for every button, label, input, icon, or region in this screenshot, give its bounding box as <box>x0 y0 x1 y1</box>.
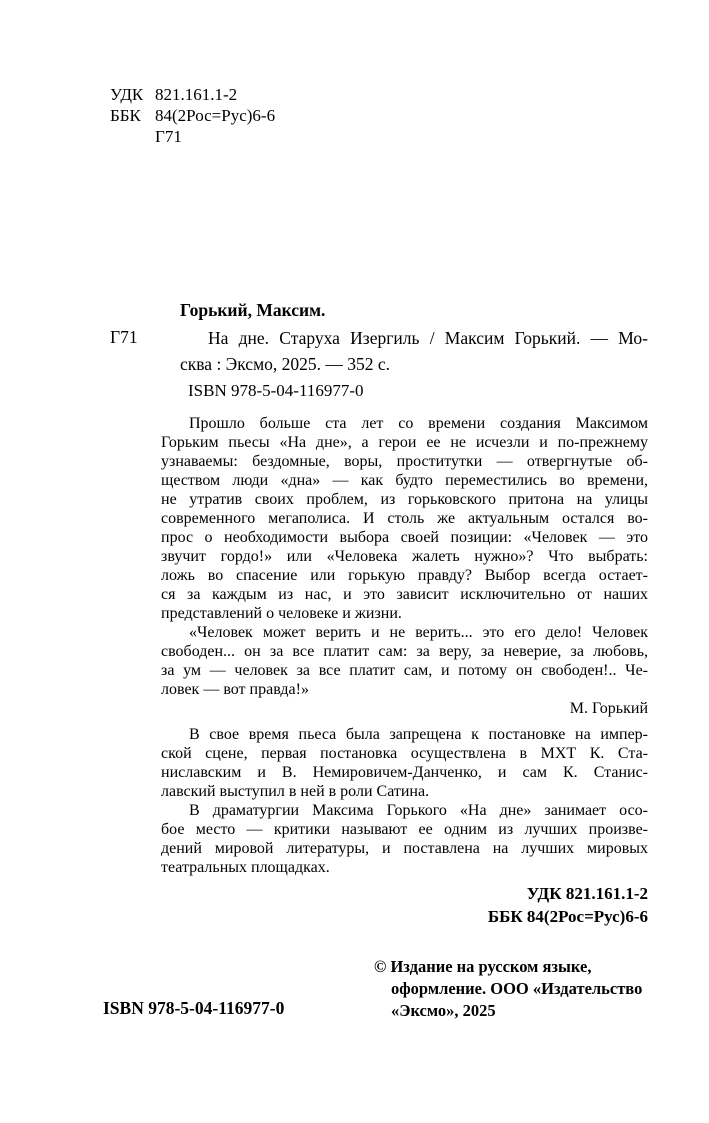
text-line: звучит гордо!» или «Человека жалеть нужно»? Что выбрать: <box>161 548 648 565</box>
annotation-paragraph <box>161 414 648 623</box>
author-signature: М. Горький <box>569 700 648 717</box>
text-line: ниславским и В. Немировичем-Данченко, и сам К. Станис- <box>161 764 648 781</box>
bottom-udk: УДК 821.161.1-2 <box>526 884 648 903</box>
text-line: сква : Эксмо, 2025. — 352 с. <box>180 353 391 374</box>
text-line: ложь во спасение или горькую правду? Выбор всегда остает- <box>161 567 648 584</box>
quote-paragraph <box>161 623 648 699</box>
text-line: ся за каждым из нас, и это зависит исключительно от наших <box>161 586 648 603</box>
author-heading: Горький, Максим. <box>180 300 326 320</box>
author-sign-row <box>110 126 275 147</box>
text-line: театральных площадках. <box>161 859 330 876</box>
card-code: Г71 <box>110 327 138 347</box>
text-line: свободен... он за все платит сам: за веру, за неверие, за любовь, <box>161 643 648 660</box>
text-line: современного мегаполиса. И столь же актуальным остался во- <box>161 510 648 527</box>
history-paragraph <box>161 725 648 801</box>
top-codes-block <box>110 84 275 147</box>
text-line: не утратив своих проблем, из горьковского притона на улицы <box>161 491 648 508</box>
text-line: Горьким пьесы «На дне», а герои ее не исчезли и по-прежнему <box>161 434 648 451</box>
text-line: бое место — критики называют ее одним из лучших произве- <box>161 821 648 838</box>
copyright-line-3: «Эксмо», 2025 <box>391 1001 496 1020</box>
text-line: ской сцене, первая постановка осуществлена в МХТ К. Ста- <box>161 745 648 762</box>
copyright-line-1: © Издание на русском языке, <box>374 957 592 976</box>
bottom-bbk: ББК 84(2Рос=Рус)6-6 <box>487 906 648 926</box>
text-line: ловек — вот правда!» <box>161 681 309 698</box>
bbk-label: ББК <box>110 106 141 125</box>
text-line: прос о необходимости выбора своей позиции: «Человек — это <box>161 529 648 546</box>
bottom-codes-block <box>488 883 648 928</box>
bbk-value: 84(2Рос=Рус)6-6 <box>155 106 276 125</box>
bbk-row <box>110 105 275 126</box>
text-line: за ум — человек за все платит сам, и потому он свободен!.. Че- <box>161 662 648 679</box>
author-sign-code: Г71 <box>155 127 182 146</box>
udk-value: 821.161.1-2 <box>155 85 238 104</box>
copyright-block <box>374 956 642 1022</box>
udk-row <box>110 84 275 105</box>
text-line: лавский выступил в ней в роли Сатина. <box>161 783 430 800</box>
text-line: В драматургии Максима Горького «На дне» занимает осо- <box>189 802 648 819</box>
text-line: «Человек может верить и не верить... это его дело! Человек <box>189 624 648 641</box>
text-line: На дне. Старуха Изергиль / Максим Горький. — Мо- <box>208 328 648 348</box>
copyright-line-2: оформление. ООО «Издательство <box>391 979 643 998</box>
text-line: ществом люди «дна» — как будто переместились во времени, <box>161 472 648 489</box>
text-line: представлений о человеке и жизни. <box>161 605 402 622</box>
card-entry <box>180 326 648 377</box>
text-line: В свое время пьеса была запрещена к постановке на импер- <box>189 726 648 743</box>
significance-paragraph <box>161 801 648 877</box>
annotation-block <box>161 414 648 877</box>
card-isbn: ISBN 978-5-04-116977-0 <box>188 381 364 400</box>
text-line: узнаваемы: бездомные, воры, проститутки — отвергнутые об- <box>161 453 648 470</box>
udk-label: УДК <box>110 85 144 104</box>
text-line: Прошло больше ста лет со времени создания Максимом <box>189 415 648 432</box>
isbn-bottom: ISBN 978-5-04-116977-0 <box>103 998 285 1018</box>
text-line: дений мировой литературы, и поставлена на лучших мировых <box>161 840 648 857</box>
